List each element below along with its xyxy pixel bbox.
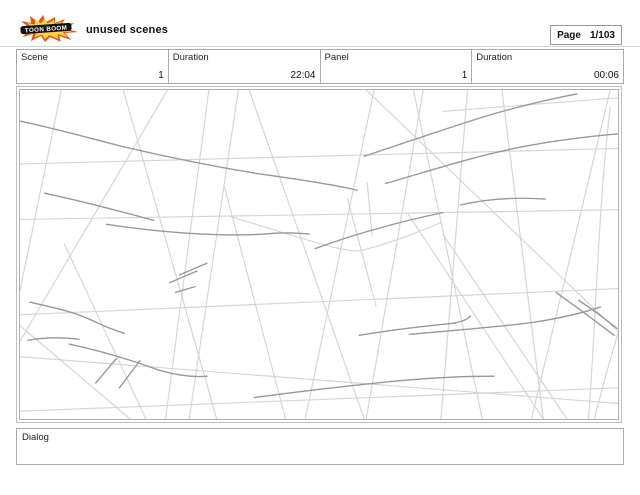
toon-boom-logo-icon: [17, 15, 80, 42]
header-divider: [0, 46, 640, 47]
panel-label: Panel: [324, 52, 349, 63]
scene-duration-cell: [168, 50, 320, 83]
scene-duration-value: 22:04: [290, 70, 316, 81]
pencil-stroke: [30, 302, 124, 333]
dialog-box: [16, 428, 624, 465]
pencil-stroke: [359, 316, 470, 335]
pencil-stroke: [20, 121, 357, 190]
panel-cell: [320, 50, 472, 83]
panel-duration-value: 00:06: [593, 70, 619, 81]
construction-line: [305, 90, 374, 419]
scene-label: Scene: [21, 52, 48, 63]
pencil-stroke: [386, 134, 618, 184]
construction-line: [189, 90, 238, 419]
scene-value: 1: [158, 70, 164, 81]
pencil-stroke: [579, 300, 617, 328]
panel-value: 1: [461, 70, 468, 81]
page-number-label: Page: [557, 29, 581, 41]
construction-line: [441, 90, 468, 419]
page-title: unused scenes: [86, 24, 169, 36]
pencil-stroke: [409, 307, 600, 334]
panel-sketch-svg: [20, 90, 618, 419]
scene-duration-label: Duration: [172, 52, 209, 63]
scene-info-table: [16, 49, 624, 84]
dialog-label: Dialog: [22, 432, 49, 443]
pencil-stroke: [69, 344, 207, 376]
construction-line: [367, 182, 372, 236]
construction-line: [20, 210, 618, 220]
construction-line: [20, 388, 618, 411]
pencil-stroke: [315, 213, 443, 249]
construction-line: [348, 199, 377, 306]
construction-line: [594, 333, 618, 419]
construction-line: [20, 90, 168, 341]
construction-line: [20, 148, 618, 164]
page-number-box: [550, 25, 622, 45]
scene-cell: [17, 50, 168, 83]
construction-line: [249, 90, 364, 419]
pencil-stroke: [107, 224, 310, 235]
pencil-stroke: [556, 292, 614, 335]
panel-duration-cell: [471, 50, 623, 83]
pencil-stroke: [461, 198, 546, 205]
construction-line: [20, 90, 61, 291]
panel-duration-label: Duration: [476, 52, 513, 63]
storyboard-panel: [19, 89, 619, 420]
page-number-value: 1/103: [589, 29, 615, 41]
logo-text: TOON BOOM: [24, 24, 68, 35]
storyboard-panel-frame: [16, 86, 622, 423]
construction-line: [413, 90, 482, 419]
pencil-stroke: [175, 287, 195, 293]
construction-line: [64, 244, 146, 419]
